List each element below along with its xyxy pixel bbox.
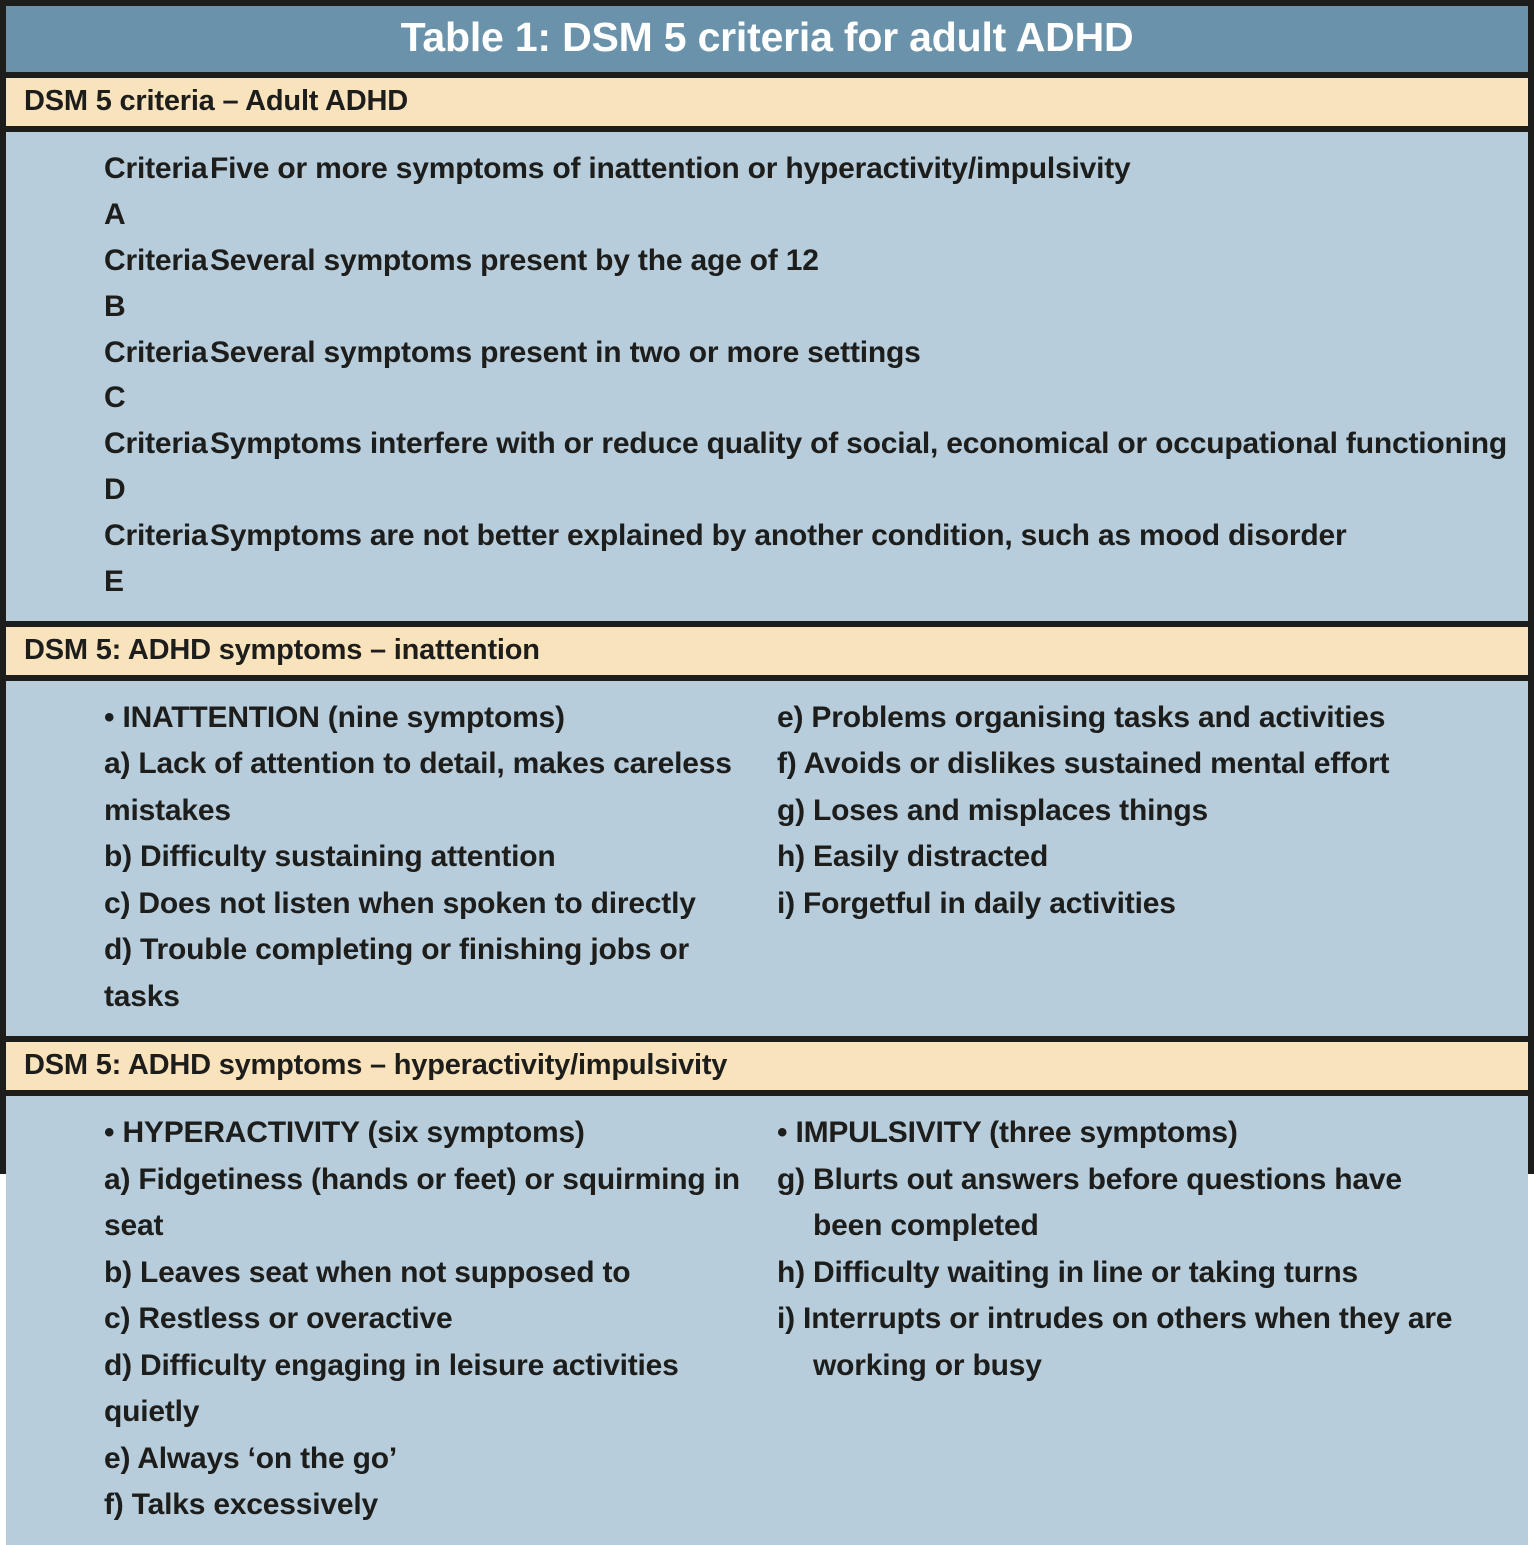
symptom-item: e) Always ‘on the go’ (104, 1441, 398, 1475)
symptom-item: f) Talks excessively (104, 1488, 378, 1522)
criteria-label: Criteria A (104, 152, 208, 231)
criteria-label: Criteria E (104, 519, 208, 599)
symptom-item: i) Interrupts or intrudes on others when they are (777, 1302, 1453, 1336)
inattention-right-column (767, 695, 1510, 1021)
symptom-item: h) Easily distracted (777, 840, 1049, 874)
symptom-item: g) Loses and misplaces things (777, 793, 1208, 827)
symptom-item: c) Restless or overactive (104, 1302, 453, 1336)
criteria-row (24, 238, 1510, 330)
symptom-item: g) Blurts out answers before questions have (777, 1162, 1402, 1196)
symptom-item: f) Avoids or dislikes sustained mental effort (777, 747, 1390, 781)
symptom-item: a) Fidgetiness (hands or feet) or squirming in seat (104, 1162, 740, 1243)
symptom-item: c) Does not listen when spoken to directly (104, 886, 696, 920)
criteria-row (24, 330, 1510, 422)
symptom-item-continuation: working or busy (813, 1348, 1042, 1382)
section-heading-hyperactivity: DSM 5: ADHD symptoms – hyperactivity/impulsivity (6, 1042, 1528, 1090)
section-heading-inattention: DSM 5: ADHD symptoms – inattention (6, 627, 1528, 675)
criteria-label: Criteria D (104, 427, 208, 507)
criteria-text: Symptoms interfere with or reduce quality of social, economical or occupational functioning (210, 427, 1508, 461)
section-heading-criteria: DSM 5 criteria – Adult ADHD (6, 78, 1528, 126)
symptom-item: a) Lack of attention to detail, makes careless mistakes (104, 747, 732, 827)
hyperactivity-column (24, 1110, 767, 1529)
criteria-text: Several symptoms present by the age of 12 (210, 243, 819, 277)
table-title: Table 1: DSM 5 criteria for adult ADHD (6, 6, 1528, 72)
inattention-symptoms (6, 681, 1528, 1037)
criteria-row (24, 421, 1510, 513)
criteria-row (24, 146, 1510, 238)
symptom-item: i) Forgetful in daily activities (777, 886, 1176, 920)
symptom-item: d) Difficulty engaging in leisure activities quietly (104, 1348, 679, 1429)
criteria-row (24, 513, 1510, 605)
symptom-item-continuation: been completed (813, 1209, 1039, 1243)
symptom-item: h) Difficulty waiting in line or taking turns (777, 1255, 1359, 1289)
hyperactivity-header: • HYPERACTIVITY (six symptoms) (104, 1116, 585, 1150)
impulsivity-column (767, 1110, 1510, 1529)
symptom-item: d) Trouble completing or finishing jobs or tasks (104, 933, 689, 1013)
criteria-text: Symptoms are not better explained by another condition, such as mood disorder (210, 519, 1347, 553)
symptom-item: b) Leaves seat when not supposed to (104, 1255, 631, 1289)
inattention-left-column (24, 695, 767, 1021)
impulsivity-header: • IMPULSIVITY (three symptoms) (777, 1116, 1238, 1150)
criteria-list (6, 132, 1528, 621)
hyperactivity-symptoms (6, 1096, 1528, 1545)
symptom-item: e) Problems organising tasks and activities (777, 700, 1386, 734)
inattention-header: • INATTENTION (nine symptoms) (104, 700, 565, 734)
criteria-label: Criteria B (104, 243, 208, 323)
symptom-item: b) Difficulty sustaining attention (104, 840, 556, 874)
criteria-label: Criteria C (104, 335, 208, 415)
criteria-text: Five or more symptoms of inattention or hyperactivity/impulsivity (210, 152, 1131, 185)
criteria-text: Several symptoms present in two or more settings (210, 335, 921, 369)
